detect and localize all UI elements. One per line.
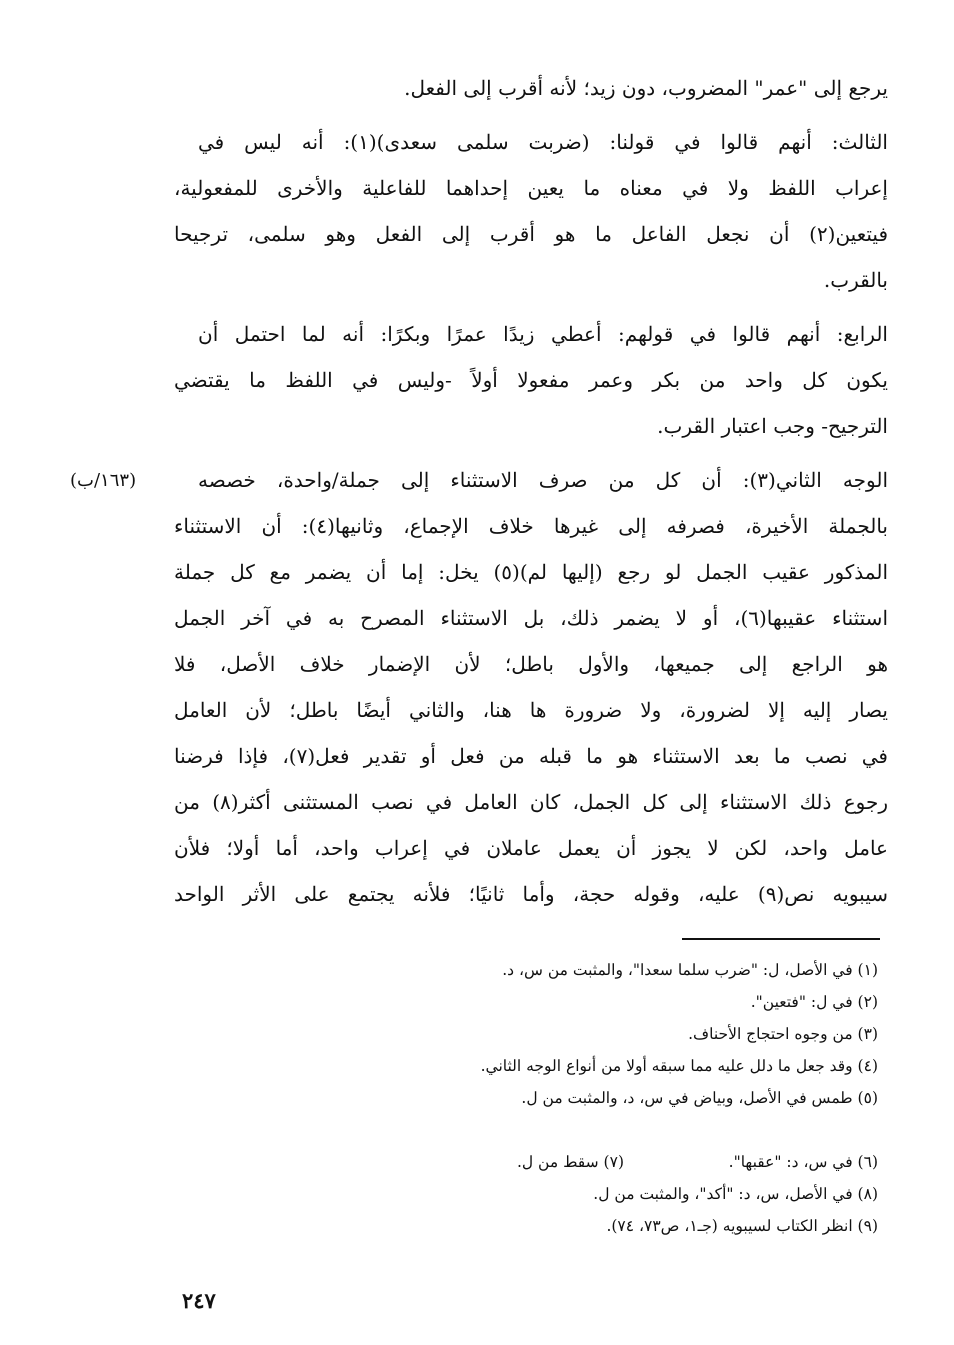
footnote-5: (٥) طمس في الأصل، وبياض في س، د، والمثبت من ل. [521,1089,878,1107]
text-line-4: فيتعين(٢) أن نجعل الفاعل ما هو أقرب إلى الفعل وهو سلمى، ترجيحا [174,222,888,246]
text-line-17: عامل واحد، لكن لا يجوز أن يعمل عاملان في إعراب واحد، أما أولا؛ فلأن [174,836,888,860]
text-line-9: الوجه الثاني(٣): أن كل من صرف الاستثناء إلى جملة/واحدة، خصصه [198,468,888,492]
text-line-13: هو الراجع إلى جميعها، والأول باطل؛ لأن الإضمار خلاف الأصل، فلا [174,652,888,676]
text-line-18: سيبويه نص(٩) عليه، وقوله حجة، وأما ثانيًا؛ فلأنه يجتمع على الأثر الواحد [174,882,888,906]
text-line-10: بالجملة الأخيرة، فصرفه إلى غيرها خلاف الإجماع، وثانيها(٤): أن الاستثناء [174,514,888,538]
footnote-4: (٤) وقد جعل ما دلل عليه مما سبقه أولا من أنواع الوجه الثاني. [480,1057,878,1075]
text-line-3: إعراب اللفظ ولا في معناه ما يعين إحداهما للفاعلية والأخرى للمفعولية، [174,176,888,200]
text-line-2: الثالث: أنهم قالوا في قولنا: (ضربت سلمى سعدى)(١): أنه ليس في [198,130,888,154]
text-line-15: في نصب ما بعد الاستثناء هو ما قبله من فعل أو تقدير فعل(٧)، فإذا فرضنا [174,744,888,768]
text-line-16: رجوع ذلك الاستثناء إلى كل الجمل، كان العامل في نصب المستثنى أكثر(٨) من [174,790,888,814]
text-line-5: بالقرب. [823,268,888,292]
footnote-8: (٨) في الأصل، س، د: "أكد"، والمثبت من ل. [593,1185,878,1203]
text-line-8: الترجيح- وجب اعتبار القرب. [657,414,888,438]
footnote-1: (١) في الأصل، ل: "ضرب سلما سعدا"، والمثبت من س، د. [502,961,878,979]
footnote-9: (٩) انظر الكتاب لسيبويه (جـ١، ص٧٣، ٧٤). [606,1217,878,1235]
text-line-1: يرجع إلى "عمر" المضروب، دون زيد؛ لأنه أقرب إلى الفعل. [404,76,888,100]
text-line-7: يكون كل واحد من بكر وعمر مفعولا أولاً -وليس في اللفظ ما يقتضي [174,368,888,392]
footnote-7: (٧) سقط من ل. [516,1153,624,1171]
footnote-3: (٣) من وجوه احتجاج الأحناف. [688,1025,878,1043]
page-number: ٢٤٧ [182,1288,216,1313]
footnote-6: (٦) في س، د: "عقبها". [728,1153,878,1171]
text-line-14: يصار إليه إلا لضرورة، ولا ضرورة ها هنا، والثاني أيضًا باطل؛ لأن العامل [174,698,888,722]
text-line-11: المذكور عقيب الجمل لو رجع (إليها لم)(٥) يخل: إما أن يضمر مع كل جملة [174,560,888,584]
footnote-2: (٢) في ل: "فتعين". [750,993,878,1011]
margin-folio-note: (١٦٣/ب) [70,470,137,491]
text-line-12: استثناء عقيبها(٦)، أو لا يضمر ذلك، بل الاستثناء المصرح به في آخر الجمل [174,606,888,630]
footnote-separator [682,938,880,940]
text-line-6: الرابع: أنهم قالوا في قولهم: أعطي زيدًا عمرًا وبكرًا: أنه لما احتمل أن [198,322,888,346]
